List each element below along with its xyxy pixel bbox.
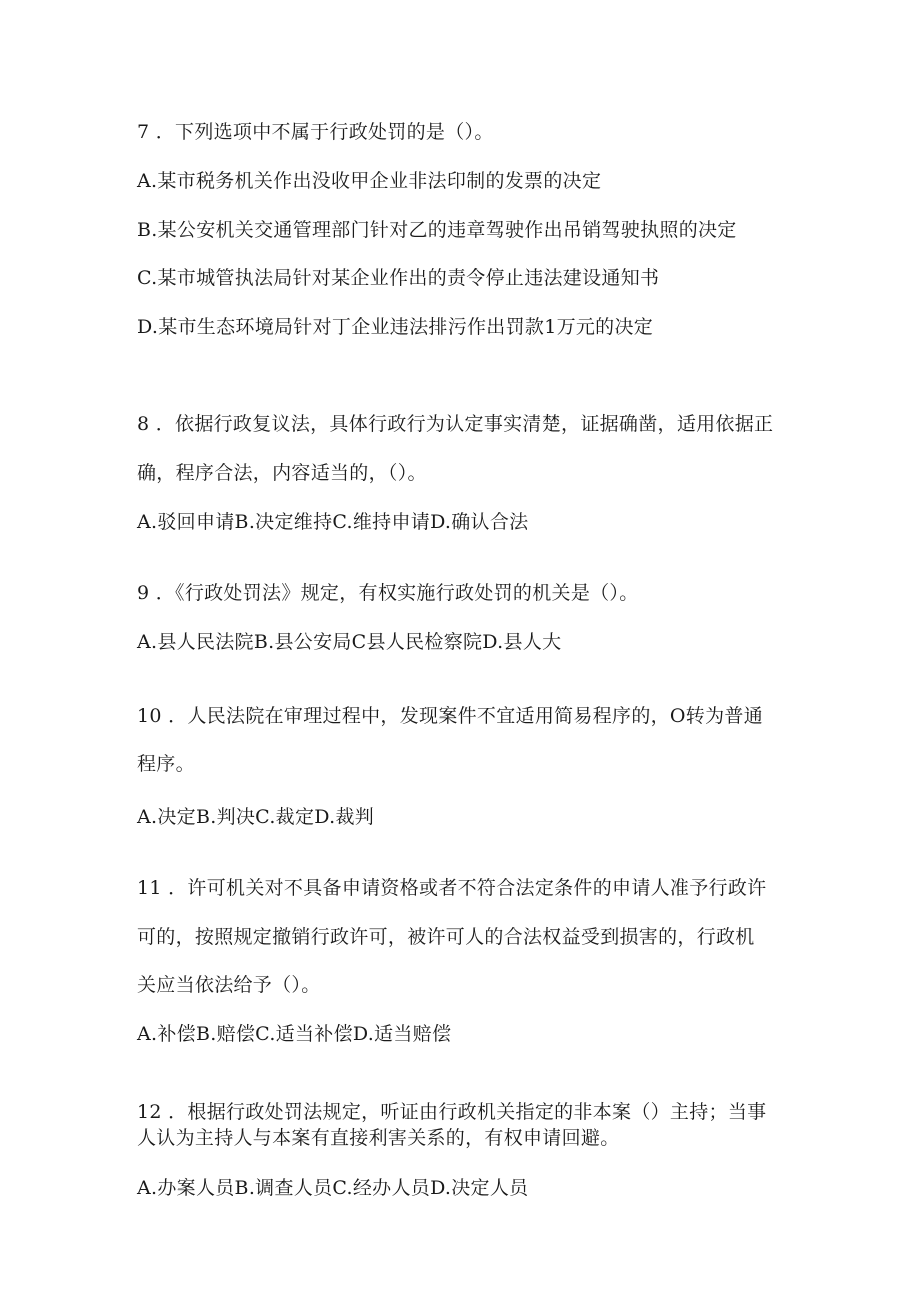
question-7-option-a: A.某市税务机关作出没收甲企业非法印制的发票的决定 <box>137 170 602 192</box>
question-10-options: A.决定B.判决C.裁定D.裁判 <box>137 806 375 828</box>
question-9-stem-line-1: 9 ．《行政处罚法》规定，有权实施行政处罚的机关是（）。 <box>137 582 639 604</box>
question-11-stem-line-1: 11 ．许可机关对不具备申请资格或者不符合法定条件的申请人准予行政许 <box>137 877 767 899</box>
question-10-stem-line-1: 10 ．人民法院在审理过程中，发现案件不宜适用简易程序的，O转为普通 <box>137 705 763 727</box>
question-7-option-c: C.某市城管执法局针对某企业作出的责令停止违法建设通知书 <box>137 267 660 289</box>
question-8-stem-line-1: 8 ．依据行政复议法，具体行政行为认定事实清楚，证据确凿，适用依据正 <box>137 413 774 435</box>
question-7-stem-line-1: 7 ．下列选项中不属于行政处罚的是（）。 <box>137 121 494 143</box>
question-12-options: A.办案人员B.调查人员C.经办人员D.决定人员 <box>137 1177 529 1199</box>
question-7-option-b: B.某公安机关交通管理部门针对乙的违章驾驶作出吊销驾驶执照的决定 <box>137 219 737 241</box>
question-8-options: A.驳回申请B.决定维持C.维持申请D.确认合法 <box>137 511 529 533</box>
question-12-stem-line-2: 人认为主持人与本案有直接利害关系的，有权申请回避。 <box>137 1127 620 1149</box>
question-12-stem-line-1: 12 ．根据行政处罚法规定，听证由行政机关指定的非本案（）主持；当事 <box>137 1101 767 1123</box>
question-7-option-d: D.某市生态环境局针对丁企业违法排污作出罚款1万元的决定 <box>137 316 654 338</box>
question-11-stem-line-2: 可的，按照规定撤销行政许可，被许可人的合法权益受到损害的，行政机 <box>137 926 755 948</box>
question-11-options: A.补偿B.赔偿C.适当补偿D.适当赔偿 <box>137 1023 452 1045</box>
question-9-options: A.县人民法院B.县公安局C县人民检察院D.县人大 <box>137 631 562 653</box>
question-11-stem-line-3: 关应当依法给予（）。 <box>137 974 321 996</box>
question-8-stem-line-2: 确，程序合法，内容适当的，（）。 <box>137 462 427 484</box>
question-10-stem-line-2: 程序。 <box>137 753 195 775</box>
